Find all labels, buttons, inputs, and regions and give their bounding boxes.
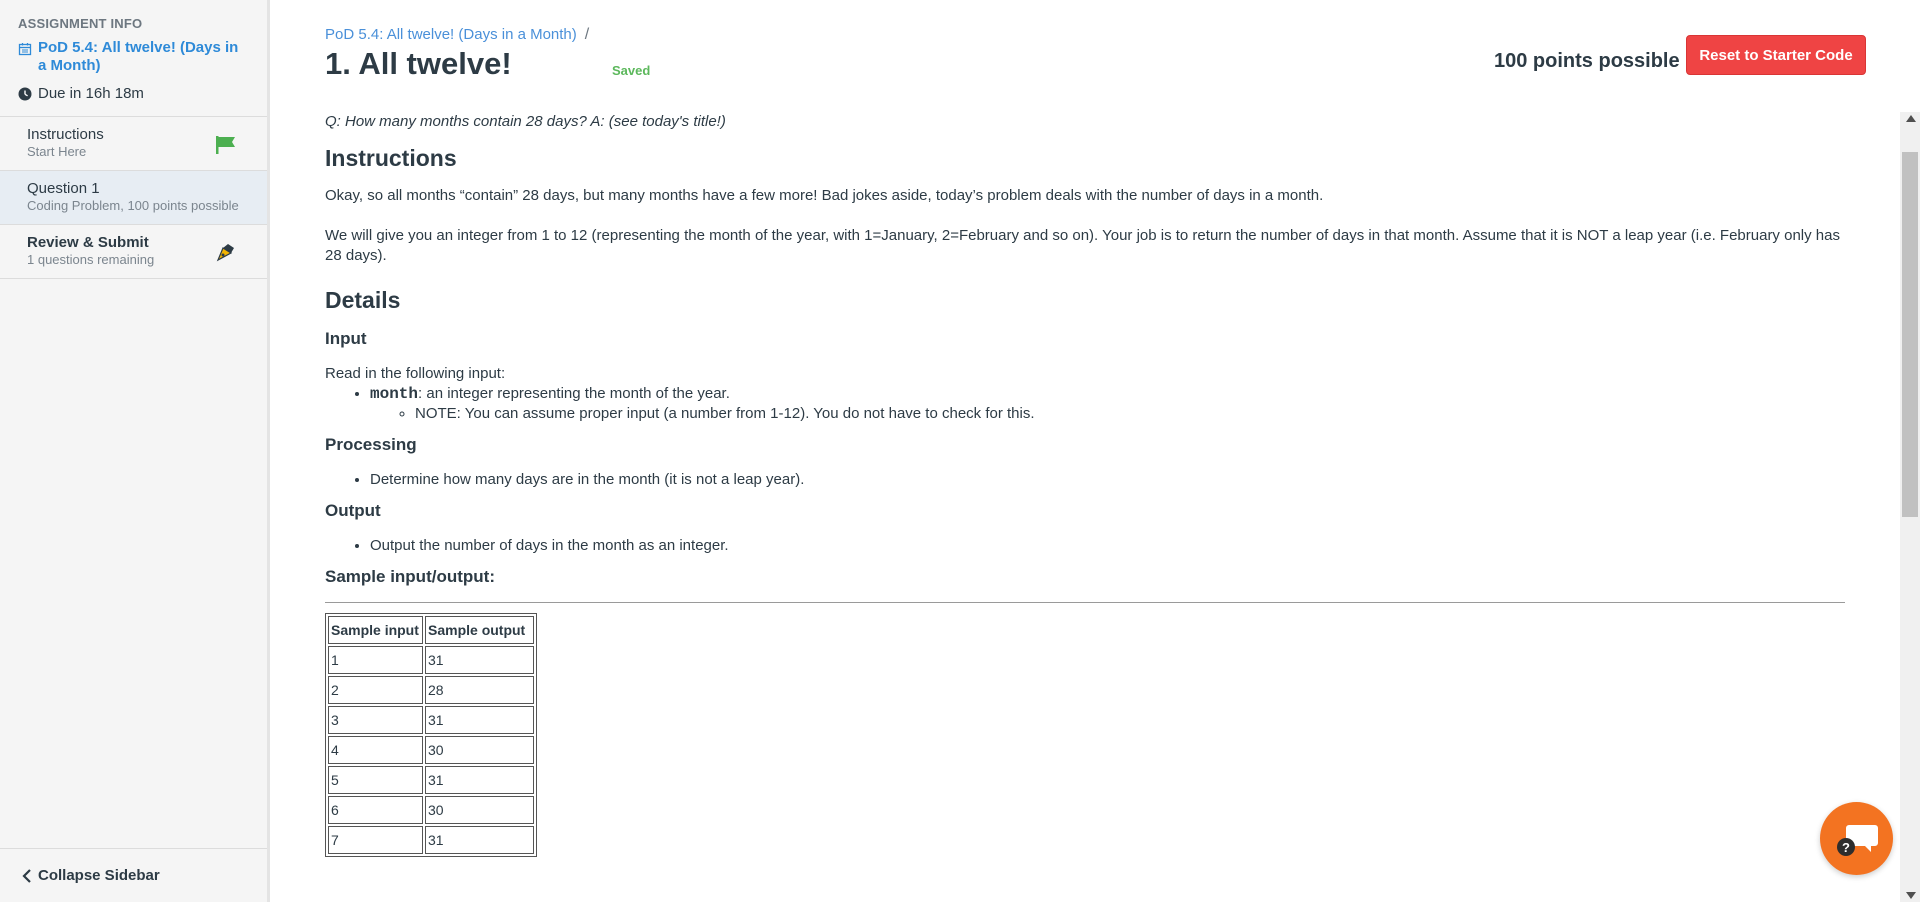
sidebar-item-review-submit[interactable] — [0, 225, 267, 279]
instructions-paragraph-2: We will give you an integer from 1 to 12 (representing the month of the year, with 1=January, 2=February and so on). Your job is to return the number of days in that month. Assume that it is NOT a leap year (i.e. February only has 28 days). — [325, 227, 1840, 264]
sidebar-item-question-1[interactable] — [0, 171, 267, 225]
scrollbar-thumb[interactable] — [1902, 152, 1918, 517]
chat-help-icon — [1835, 819, 1879, 859]
clock-icon — [18, 87, 32, 101]
sidebar-item-title: Question 1 — [27, 180, 100, 197]
table-cell: 31 — [425, 766, 534, 794]
pencil-submit-icon — [215, 243, 237, 263]
sidebar-item-subtitle: Start Here — [27, 144, 87, 159]
breadcrumb — [325, 26, 589, 44]
reset-to-starter-code-button[interactable]: Reset to Starter Code — [1686, 35, 1866, 75]
question-teaser: Q: How many months contain 28 days? A: (see today's title!) — [325, 113, 726, 130]
collapse-sidebar-button[interactable] — [0, 848, 267, 902]
processing-list — [325, 470, 1845, 490]
points-possible: 100 points possible — [1494, 50, 1680, 72]
processing-heading: Processing — [325, 435, 417, 454]
table-row — [328, 676, 534, 704]
assignment-info — [0, 0, 267, 117]
divider — [325, 602, 1845, 603]
table-cell: 7 — [328, 826, 423, 854]
table-row — [328, 826, 534, 854]
list-item — [370, 384, 1845, 424]
flag-icon — [215, 135, 237, 155]
input-variable: month — [370, 385, 419, 403]
chevron-left-icon — [22, 869, 32, 883]
scroll-down-arrow-icon[interactable] — [1906, 892, 1916, 899]
sidebar-item-subtitle: Coding Problem, 100 points possible — [27, 198, 239, 213]
table-row — [328, 736, 534, 764]
input-sublist — [370, 404, 1845, 424]
chat-help-button[interactable] — [1820, 802, 1893, 875]
table-cell: 4 — [328, 736, 423, 764]
instructions-paragraph-1: Okay, so all months “contain” 28 days, but many months have a few more! Bad jokes aside, today’s problem deals with the number of days in a month. — [325, 187, 1324, 204]
table-cell: 30 — [425, 796, 534, 824]
sample-io-table — [325, 613, 537, 857]
details-heading: Details — [325, 287, 401, 313]
table-cell: 2 — [328, 676, 423, 704]
table-cell: 3 — [328, 706, 423, 734]
assignment-info-heading: ASSIGNMENT INFO — [18, 16, 143, 31]
sample-heading: Sample input/output: — [325, 567, 495, 586]
breadcrumb-separator: / — [584, 26, 590, 43]
sidebar-item-subtitle: 1 questions remaining — [27, 252, 155, 267]
table-cell: 31 — [425, 646, 534, 674]
breadcrumb-assignment-link[interactable]: PoD 5.4: All twelve! (Days in a Month) — [325, 26, 577, 43]
instructions-heading: Instructions — [325, 145, 457, 171]
table-cell: 28 — [425, 676, 534, 704]
assignment-title-link[interactable]: PoD 5.4: All twelve! (Days in a Month) — [38, 39, 239, 74]
sidebar-item-title: Instructions — [27, 126, 104, 143]
assignment-title-row[interactable] — [18, 39, 249, 75]
table-cell: 31 — [425, 826, 534, 854]
input-variable-desc: : an integer representing the month of the year. — [418, 385, 730, 402]
list-item: • Output the number of days in the month as an integer. — [370, 536, 1845, 556]
page-title: 1. All twelve! — [325, 46, 512, 81]
content-scrollbar[interactable] — [1900, 112, 1920, 902]
list-item: • Determine how many days are in the month (it is not a leap year). — [370, 470, 1845, 490]
input-heading: Input — [325, 329, 367, 348]
instructions-content — [325, 112, 1845, 857]
table-cell: 1 — [328, 646, 423, 674]
table-cell: 5 — [328, 766, 423, 794]
scroll-up-arrow-icon[interactable] — [1906, 115, 1916, 122]
svg-text:?: ? — [1841, 839, 1850, 855]
table-row — [328, 646, 534, 674]
table-cell: 30 — [425, 736, 534, 764]
page-header — [325, 26, 589, 82]
table-header-row — [328, 616, 534, 644]
table-row — [328, 766, 534, 794]
list-item: ◦ NOTE: You can assume proper input (a number from 1-12). You do not have to check for this. — [415, 404, 1845, 424]
input-intro: Read in the following input: — [325, 365, 506, 382]
table-header-cell: Sample output — [425, 616, 534, 644]
table-row — [328, 706, 534, 734]
table-cell: 31 — [425, 706, 534, 734]
table-cell: 6 — [328, 796, 423, 824]
sidebar-item-title: Review & Submit — [27, 234, 149, 251]
input-list — [325, 384, 1845, 424]
sidebar — [0, 0, 270, 902]
table-row — [328, 796, 534, 824]
table-header-cell: Sample input — [328, 616, 423, 644]
calendar-icon — [18, 42, 32, 56]
output-heading: Output — [325, 501, 381, 520]
sidebar-item-instructions[interactable] — [0, 117, 267, 171]
saved-status: Saved — [612, 63, 651, 78]
due-row — [18, 85, 249, 102]
collapse-sidebar-label: Collapse Sidebar — [38, 867, 160, 884]
due-text: Due in 16h 18m — [38, 85, 144, 102]
output-list — [325, 536, 1845, 556]
